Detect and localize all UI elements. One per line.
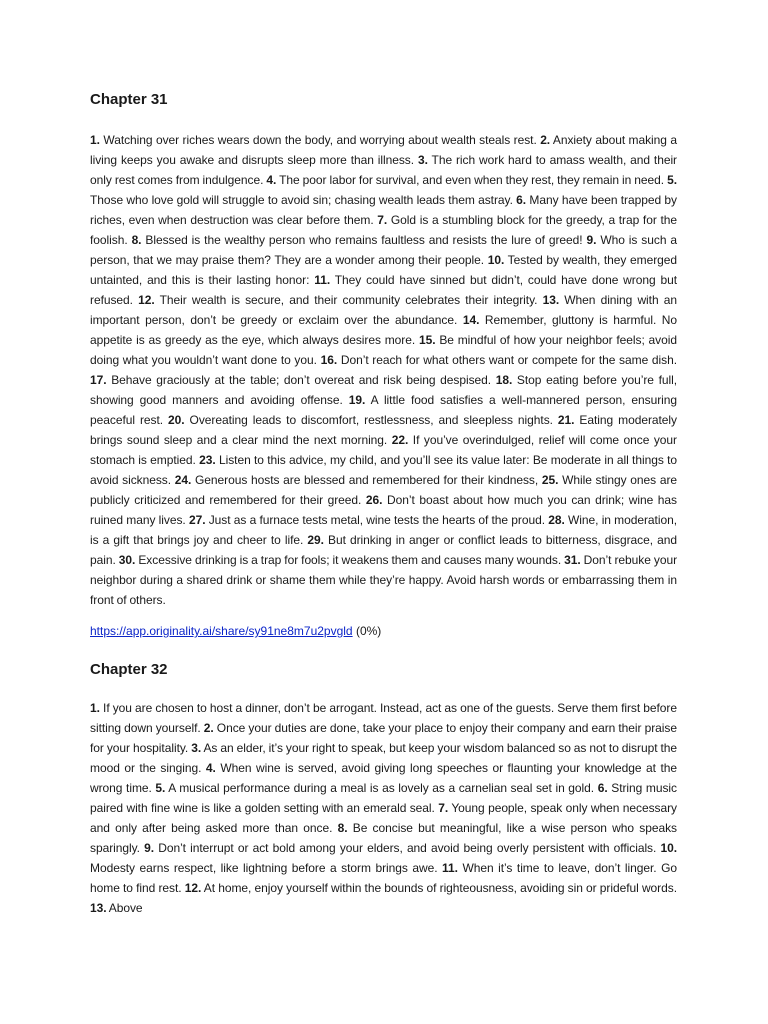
verse-text: Stop eating before you’re full, showing good manners and avoiding offense. xyxy=(90,373,677,407)
verse-text: If you’ve overindulged, relief will come once your stomach is emptied. xyxy=(90,433,677,467)
verse-text: When it’s time to leave, don’t linger. Go home to find rest. xyxy=(90,861,678,895)
verse-text: Gold is a stumbling block for the greedy, a trap for the foolish. xyxy=(90,213,677,247)
verse-text: Above xyxy=(106,901,143,915)
verse-number: 1. xyxy=(90,701,100,715)
verse-text: Don’t reach for what others want or compete for the same dish. xyxy=(337,353,677,367)
verse-text: Watching over riches wears down the body, and worrying about wealth steals rest. xyxy=(99,133,541,147)
verse-number: 23. xyxy=(199,453,216,467)
verse-text: Generous hosts are blessed and remembered for their kindness, xyxy=(191,473,542,487)
verse-text: When wine is served, avoid giving long speeches or flaunting your knowledge at the wrong time. xyxy=(90,761,677,795)
verse-text: Tested by wealth, they emerged untainted, and this is their lasting honor: xyxy=(90,253,678,287)
verse-text: Those who love gold will struggle to avoid sin; chasing wealth leads them astray. xyxy=(90,193,517,207)
verse-number: 1. xyxy=(90,133,100,147)
verse-number: 26. xyxy=(365,493,383,507)
chapter-32-title: Chapter 32 xyxy=(90,661,168,678)
verse-text: Just as a furnace tests metal, wine tests the hearts of the proud. xyxy=(205,513,549,527)
verse-text: A musical performance during a meal is as lovely as a carnelian seal set in gold. xyxy=(165,781,598,795)
verse-text: But drinking in anger or conflict leads to bitterness, disgrace, and pain. xyxy=(90,533,677,567)
verse-text: At home, enjoy yourself within the bounds of righteousness, avoiding sin or prideful words. xyxy=(201,881,677,895)
verse-text: Blessed is the wealthy person who remains faultless and resists the lure of greed! xyxy=(141,233,587,247)
verse-number: 11. xyxy=(442,861,458,875)
verse-number: 3. xyxy=(417,153,428,167)
verse-text: Remember, gluttony is harmful. No appetite is as greedy as the eye, which always desires more. xyxy=(90,313,678,347)
verse-number: 2. xyxy=(540,133,551,147)
verse-text: Don’t rebuke your neighbor during a shared drink or shame them while they’re happy. Avoid harsh words or embarrassing them in front of others. xyxy=(90,553,678,607)
verse-number: 17. xyxy=(90,373,107,387)
verse-text: Young people, speak only when necessary and only after being asked more than once. xyxy=(90,801,677,835)
verse-text: The rich work hard to amass wealth, and their only rest comes from indulgence. xyxy=(90,153,678,187)
verse-text: Excessive drinking is a trap for fools; it weakens them and causes many wounds. xyxy=(135,553,565,567)
verse-number: 28. xyxy=(548,513,565,527)
chapter-31-title: Chapter 31 xyxy=(90,91,168,108)
verse-text: While stingy ones are publicly criticized and remembered for their greed. xyxy=(90,473,678,507)
verse-text: Many have been trapped by riches, even when destruction was clear before them. xyxy=(90,193,677,227)
verse-number: 15. xyxy=(418,333,436,347)
verse-number: 8. xyxy=(337,821,348,835)
verse-text: Modesty earns respect, like lightning before a storm brings awe. xyxy=(90,861,443,875)
document-page xyxy=(90,88,677,918)
verse-text: Anxiety about making a living keeps you awake and disrupts sleep more than illness. xyxy=(90,133,677,167)
verse-text: If you are chosen to host a dinner, don’t be arrogant. Instead, act as one of the guests. Serve them first before sitting down yourself. xyxy=(90,701,677,735)
verse-text: Be concise but meaningful, like a wise person who speaks sparingly. xyxy=(90,821,677,855)
verse-text: Overeating leads to discomfort, restlessness, and sleepless nights. xyxy=(184,413,558,427)
verse-number: 13. xyxy=(542,293,560,307)
verse-number: 4. xyxy=(205,761,216,775)
verse-text: A little food satisfies a well-mannered person, ensuring peaceful rest. xyxy=(90,393,678,427)
verse-number: 2. xyxy=(203,721,214,735)
verse-number: 19. xyxy=(348,393,366,407)
verse-text: Eating moderately brings sound sleep and a clear mind the next morning. xyxy=(90,413,678,447)
verse-text: When dining with an important person, don’t be greedy or exclaim over the abundance. xyxy=(90,293,677,327)
verse-number: 29. xyxy=(307,533,324,547)
verse-number: 5. xyxy=(667,173,678,187)
verse-number: 8. xyxy=(131,233,142,247)
verse-number: 31. xyxy=(564,553,581,567)
verse-text: As an elder, it’s your right to speak, but keep your wisdom balanced so as not to disrupt the mood or the singing. xyxy=(90,741,678,775)
verse-number: 10. xyxy=(660,841,677,855)
verse-text: Don’t interrupt or act bold among your elders, and avoid being overly persistent with officials. xyxy=(154,841,661,855)
verse-text: Wine, in moderation, is a gift that brings joy and cheer to life. xyxy=(90,513,677,547)
verse-text: The poor labor for survival, and even when they rest, they remain in need. xyxy=(276,173,668,187)
verse-number: 21. xyxy=(557,413,575,427)
verse-number: 7. xyxy=(377,213,388,227)
chapter-32-text xyxy=(90,698,677,918)
chapter-31-text xyxy=(90,130,677,610)
verse-text: Listen to this advice, my child, and you’ll see its value later: Be moderate in all things to avoid sickness. xyxy=(90,453,677,487)
verse-number: 11. xyxy=(314,273,331,287)
verse-number: 22. xyxy=(391,433,409,447)
verse-number: 20. xyxy=(168,413,185,427)
verse-number: 27. xyxy=(188,513,206,527)
verse-text: They could have sinned but didn’t, could have done wrong but refused. xyxy=(90,273,678,307)
verse-number: 25. xyxy=(541,473,559,487)
verse-number: 30. xyxy=(118,553,136,567)
verse-number: 13. xyxy=(90,901,107,915)
verse-number: 16. xyxy=(320,353,338,367)
verse-number: 6. xyxy=(516,193,527,207)
originality-link-line xyxy=(90,621,677,641)
verse-number: 9. xyxy=(144,841,155,855)
verse-number: 12. xyxy=(138,293,155,307)
originality-score: (0%) xyxy=(352,624,382,638)
verse-number: 4. xyxy=(266,173,277,187)
verse-text: Their wealth is secure, and their community celebrates their integrity. xyxy=(154,293,543,307)
verse-number: 7. xyxy=(438,801,449,815)
verse-number: 24. xyxy=(174,473,192,487)
verse-text: Who is such a person, that we may praise them? They are a wonder among their people. xyxy=(90,233,677,267)
verse-text: Behave graciously at the table; don’t overeat and risk being despised. xyxy=(106,373,496,387)
verse-number: 14. xyxy=(462,313,480,327)
verse-number: 9. xyxy=(586,233,597,247)
verse-number: 5. xyxy=(155,781,166,795)
verse-number: 6. xyxy=(597,781,608,795)
verse-number: 3. xyxy=(191,741,202,755)
verse-number: 10. xyxy=(487,253,505,267)
verse-text: Once your duties are done, take your place to enjoy their company and earn their praise for your hospitality. xyxy=(90,721,677,755)
verse-number: 12. xyxy=(184,881,202,895)
verse-text: Be mindful of how your neighbor feels; avoid doing what you wouldn’t want done to you. xyxy=(90,333,677,367)
originality-link[interactable]: https://app.originality.ai/share/sy91ne8m7u2pvgld xyxy=(90,624,353,638)
verse-text: String music paired with fine wine is like a golden setting with an emerald seal. xyxy=(90,781,677,815)
verse-text: Don’t boast about how much you can drink; wine has ruined many lives. xyxy=(90,493,677,527)
verse-number: 18. xyxy=(495,373,513,387)
